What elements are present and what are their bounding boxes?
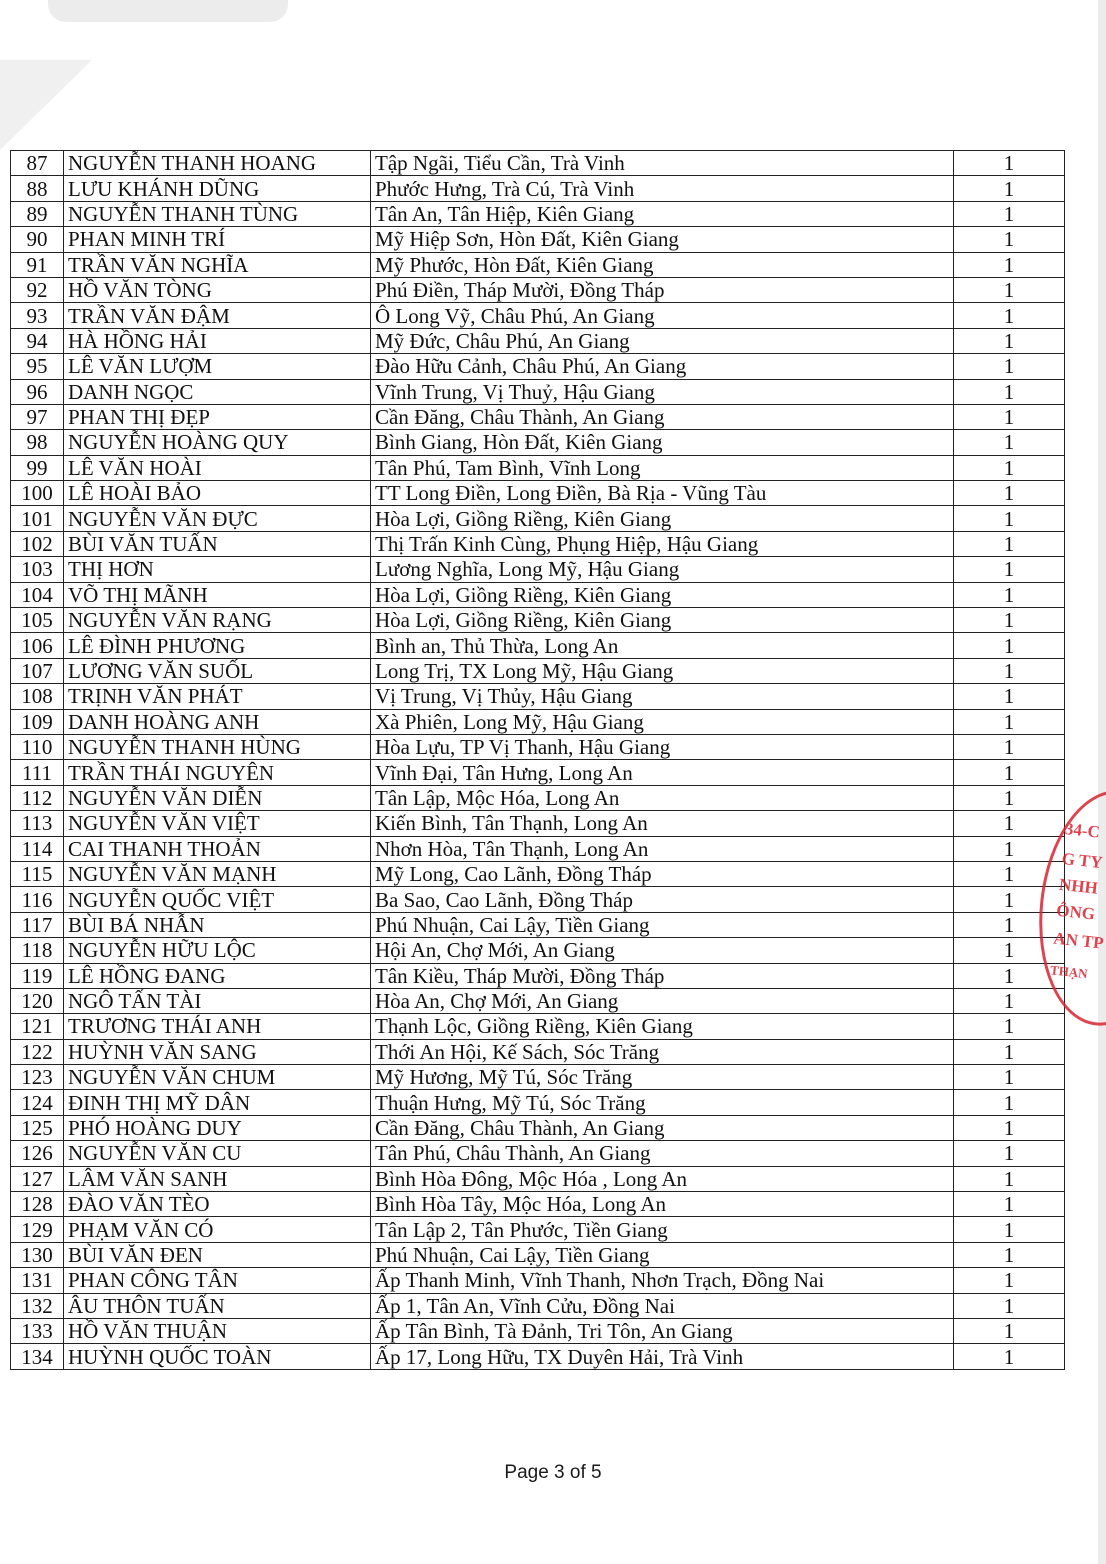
table-row <box>11 1318 1065 1343</box>
row-address: Ấp Tân Bình, Tà Đảnh, Tri Tôn, An Giang <box>371 1318 954 1343</box>
row-number: 117 <box>11 912 64 937</box>
table-row <box>11 328 1065 353</box>
row-name: HÀ HỒNG HẢI <box>64 328 371 353</box>
table-row <box>11 1242 1065 1267</box>
stamp-line: ÔNG <box>1055 900 1097 924</box>
viewer-top-bar <box>48 0 288 22</box>
table-row <box>11 1192 1065 1217</box>
table-row <box>11 151 1065 176</box>
row-address: Phước Hưng, Trà Cú, Trà Vinh <box>371 176 954 201</box>
row-quantity: 1 <box>954 1166 1065 1191</box>
row-number: 93 <box>11 303 64 328</box>
row-name: HỒ VĂN THUẬN <box>64 1318 371 1343</box>
row-quantity: 1 <box>954 1318 1065 1343</box>
row-name: LÊ ĐÌNH PHƯƠNG <box>64 633 371 658</box>
row-address: Mỹ Phước, Hòn Đất, Kiên Giang <box>371 252 954 277</box>
row-name: NGUYỄN HỮU LỘC <box>64 938 371 963</box>
row-quantity: 1 <box>954 1115 1065 1140</box>
table-row <box>11 608 1065 633</box>
row-address: Mỹ Long, Cao Lãnh, Đồng Tháp <box>371 861 954 886</box>
row-number: 122 <box>11 1039 64 1064</box>
row-name: TRẦN VĂN ĐẬM <box>64 303 371 328</box>
row-quantity: 1 <box>954 201 1065 226</box>
row-name: HỒ VĂN TÒNG <box>64 277 371 302</box>
table-row <box>11 760 1065 785</box>
row-address: Kiến Bình, Tân Thạnh, Long An <box>371 811 954 836</box>
table-row <box>11 1039 1065 1064</box>
row-address: Thị Trấn Kinh Cùng, Phụng Hiệp, Hậu Giang <box>371 531 954 556</box>
table-row <box>11 1166 1065 1191</box>
row-quantity: 1 <box>954 506 1065 531</box>
row-address: Hòa Lợi, Giồng Riềng, Kiên Giang <box>371 506 954 531</box>
row-number: 101 <box>11 506 64 531</box>
row-address: Vĩnh Trung, Vị Thuỷ, Hậu Giang <box>371 379 954 404</box>
row-name: LÊ HOÀI BẢO <box>64 481 371 506</box>
row-quantity: 1 <box>954 1293 1065 1318</box>
page-right-edge <box>1098 0 1106 1564</box>
row-name: NGUYỄN VĂN CU <box>64 1141 371 1166</box>
row-name: VÕ THỊ MÃNH <box>64 582 371 607</box>
row-address: Lương Nghĩa, Long Mỹ, Hậu Giang <box>371 557 954 582</box>
row-address: Tân Lập, Mộc Hóa, Long An <box>371 785 954 810</box>
row-number: 102 <box>11 531 64 556</box>
row-address: Long Trị, TX Long Mỹ, Hậu Giang <box>371 658 954 683</box>
row-name: NGUYỄN QUỐC VIỆT <box>64 887 371 912</box>
row-number: 106 <box>11 633 64 658</box>
row-address: Mỹ Hương, Mỹ Tú, Sóc Trăng <box>371 1065 954 1090</box>
row-address: Ấp 17, Long Hữu, TX Duyên Hải, Trà Vinh <box>371 1344 954 1369</box>
row-number: 112 <box>11 785 64 810</box>
row-quantity: 1 <box>954 481 1065 506</box>
row-quantity: 1 <box>954 1065 1065 1090</box>
table-row <box>11 557 1065 582</box>
row-quantity: 1 <box>954 608 1065 633</box>
row-number: 134 <box>11 1344 64 1369</box>
row-address: Tân Phú, Châu Thành, An Giang <box>371 1141 954 1166</box>
row-address: Mỹ Đức, Châu Phú, An Giang <box>371 328 954 353</box>
row-number: 97 <box>11 404 64 429</box>
row-quantity: 1 <box>954 988 1065 1013</box>
roster-table <box>10 150 1065 1370</box>
row-quantity: 1 <box>954 227 1065 252</box>
row-quantity: 1 <box>954 1192 1065 1217</box>
table-row <box>11 1293 1065 1318</box>
stamp-line: AN TP <box>1052 928 1105 953</box>
row-quantity: 1 <box>954 1090 1065 1115</box>
row-number: 131 <box>11 1268 64 1293</box>
row-address: Thạnh Lộc, Giồng Riềng, Kiên Giang <box>371 1014 954 1039</box>
row-address: Phú Điền, Tháp Mười, Đồng Tháp <box>371 277 954 302</box>
row-address: Vị Trung, Vị Thủy, Hậu Giang <box>371 684 954 709</box>
row-quantity: 1 <box>954 354 1065 379</box>
row-number: 91 <box>11 252 64 277</box>
row-address: Hòa Lựu, TP Vị Thanh, Hậu Giang <box>371 734 954 759</box>
table-row <box>11 887 1065 912</box>
row-name: ĐÀO VĂN TÈO <box>64 1192 371 1217</box>
page-footer: Page 3 of 5 <box>504 1462 602 1483</box>
row-name: HUỲNH VĂN SANG <box>64 1039 371 1064</box>
row-address: Xà Phiên, Long Mỹ, Hậu Giang <box>371 709 954 734</box>
row-name: NGUYỄN VĂN MẠNH <box>64 861 371 886</box>
row-address: Tân Kiều, Tháp Mười, Đồng Tháp <box>371 963 954 988</box>
table-row <box>11 938 1065 963</box>
row-number: 111 <box>11 760 64 785</box>
row-quantity: 1 <box>954 912 1065 937</box>
row-quantity: 1 <box>954 1014 1065 1039</box>
page-corner-fold <box>0 60 92 150</box>
row-number: 133 <box>11 1318 64 1343</box>
table-row <box>11 277 1065 302</box>
table-row <box>11 988 1065 1013</box>
row-name: DANH NGỌC <box>64 379 371 404</box>
row-address: Hòa Lợi, Giồng Riềng, Kiên Giang <box>371 608 954 633</box>
roster-table-body <box>11 151 1065 1370</box>
row-address: Mỹ Hiệp Sơn, Hòn Đất, Kiên Giang <box>371 227 954 252</box>
row-number: 98 <box>11 430 64 455</box>
row-address: Phú Nhuận, Cai Lậy, Tiền Giang <box>371 912 954 937</box>
row-address: Cần Đăng, Châu Thành, An Giang <box>371 404 954 429</box>
row-name: PHAN THỊ ĐẸP <box>64 404 371 429</box>
row-number: 132 <box>11 1293 64 1318</box>
row-number: 124 <box>11 1090 64 1115</box>
row-quantity: 1 <box>954 887 1065 912</box>
row-quantity: 1 <box>954 176 1065 201</box>
row-address: Tập Ngãi, Tiểu Cần, Trà Vinh <box>371 151 954 176</box>
table-row <box>11 811 1065 836</box>
row-name: TRỊNH VĂN PHÁT <box>64 684 371 709</box>
table-row <box>11 861 1065 886</box>
row-name: LƯU KHÁNH DŨNG <box>64 176 371 201</box>
table-row <box>11 455 1065 480</box>
row-quantity: 1 <box>954 151 1065 176</box>
row-quantity: 1 <box>954 811 1065 836</box>
row-name: ÂU THÔN TUẤN <box>64 1293 371 1318</box>
row-quantity: 1 <box>954 709 1065 734</box>
row-name: NGUYỄN THANH HOANG <box>64 151 371 176</box>
table-row <box>11 404 1065 429</box>
row-name: NGUYỄN HOÀNG QUY <box>64 430 371 455</box>
row-address: Bình Hòa Tây, Mộc Hóa, Long An <box>371 1192 954 1217</box>
stamp-line: THẠN <box>1049 962 1089 982</box>
table-row <box>11 912 1065 937</box>
row-number: 89 <box>11 201 64 226</box>
table-row <box>11 633 1065 658</box>
table-row <box>11 1217 1065 1242</box>
row-quantity: 1 <box>954 1268 1065 1293</box>
row-name: LÊ VĂN HOÀI <box>64 455 371 480</box>
row-number: 95 <box>11 354 64 379</box>
row-number: 119 <box>11 963 64 988</box>
table-row <box>11 354 1065 379</box>
row-number: 107 <box>11 658 64 683</box>
row-quantity: 1 <box>954 379 1065 404</box>
table-row <box>11 1141 1065 1166</box>
row-quantity: 1 <box>954 684 1065 709</box>
row-quantity: 1 <box>954 861 1065 886</box>
row-address: Hội An, Chợ Mới, An Giang <box>371 938 954 963</box>
table-row <box>11 1090 1065 1115</box>
row-address: Bình an, Thủ Thừa, Long An <box>371 633 954 658</box>
table-row <box>11 1115 1065 1140</box>
table-row <box>11 430 1065 455</box>
row-address: Thới An Hội, Kế Sách, Sóc Trăng <box>371 1039 954 1064</box>
row-number: 88 <box>11 176 64 201</box>
row-quantity: 1 <box>954 1141 1065 1166</box>
row-name: LÊ HỒNG ĐANG <box>64 963 371 988</box>
table-row <box>11 303 1065 328</box>
row-address: Ba Sao, Cao Lãnh, Đồng Tháp <box>371 887 954 912</box>
row-name: LƯƠNG VĂN SUỐL <box>64 658 371 683</box>
row-quantity: 1 <box>954 760 1065 785</box>
row-number: 116 <box>11 887 64 912</box>
row-address: TT Long Điền, Long Điền, Bà Rịa - Vũng Tàu <box>371 481 954 506</box>
row-name: BÙI VĂN ĐEN <box>64 1242 371 1267</box>
row-name: NGUYỄN THANH HÙNG <box>64 734 371 759</box>
row-number: 128 <box>11 1192 64 1217</box>
row-name: ĐINH THỊ MỸ DÂN <box>64 1090 371 1115</box>
row-number: 100 <box>11 481 64 506</box>
row-quantity: 1 <box>954 836 1065 861</box>
table-row <box>11 734 1065 759</box>
row-address: Tân Lập 2, Tân Phước, Tiền Giang <box>371 1217 954 1242</box>
row-address: Bình Giang, Hòn Đất, Kiên Giang <box>371 430 954 455</box>
row-name: TRẦN THÁI NGUYÊN <box>64 760 371 785</box>
table-row <box>11 252 1065 277</box>
table-row <box>11 1344 1065 1369</box>
row-name: HUỲNH QUỐC TOÀN <box>64 1344 371 1369</box>
row-number: 113 <box>11 811 64 836</box>
row-name: NGUYỄN THANH TÙNG <box>64 201 371 226</box>
table-row <box>11 785 1065 810</box>
row-address: Ô Long Vỹ, Châu Phú, An Giang <box>371 303 954 328</box>
row-name: BÙI BÁ NHẪN <box>64 912 371 937</box>
row-name: TRẦN VĂN NGHĨA <box>64 252 371 277</box>
row-name: DANH HOÀNG ANH <box>64 709 371 734</box>
row-number: 110 <box>11 734 64 759</box>
row-number: 99 <box>11 455 64 480</box>
row-address: Ấp Thanh Minh, Vĩnh Thanh, Nhơn Trạch, Đồng Nai <box>371 1268 954 1293</box>
table-row <box>11 176 1065 201</box>
table-row <box>11 963 1065 988</box>
row-name: PHAN MINH TRÍ <box>64 227 371 252</box>
row-quantity: 1 <box>954 531 1065 556</box>
row-quantity: 1 <box>954 252 1065 277</box>
row-name: NGUYỄN VĂN DIỄN <box>64 785 371 810</box>
stamp-line: 34-C <box>1064 819 1101 842</box>
table-row <box>11 709 1065 734</box>
row-name: TRƯƠNG THÁI ANH <box>64 1014 371 1039</box>
row-number: 121 <box>11 1014 64 1039</box>
row-name: PHAN CÔNG TÂN <box>64 1268 371 1293</box>
row-name: PHÓ HOÀNG DUY <box>64 1115 371 1140</box>
row-quantity: 1 <box>954 1039 1065 1064</box>
row-address: Cần Đăng, Châu Thành, An Giang <box>371 1115 954 1140</box>
row-quantity: 1 <box>954 785 1065 810</box>
table-row <box>11 1268 1065 1293</box>
row-number: 87 <box>11 151 64 176</box>
stamp-line: G TY <box>1060 848 1104 873</box>
row-number: 125 <box>11 1115 64 1140</box>
table-row <box>11 201 1065 226</box>
row-address: Tân Phú, Tam Bình, Vĩnh Long <box>371 455 954 480</box>
row-quantity: 1 <box>954 430 1065 455</box>
row-number: 94 <box>11 328 64 353</box>
row-number: 130 <box>11 1242 64 1267</box>
row-quantity: 1 <box>954 938 1065 963</box>
table-row <box>11 1014 1065 1039</box>
row-quantity: 1 <box>954 328 1065 353</box>
table-row <box>11 227 1065 252</box>
row-number: 123 <box>11 1065 64 1090</box>
table-row <box>11 531 1065 556</box>
row-number: 90 <box>11 227 64 252</box>
row-quantity: 1 <box>954 277 1065 302</box>
table-row <box>11 506 1065 531</box>
row-address: Hòa An, Chợ Mới, An Giang <box>371 988 954 1013</box>
row-quantity: 1 <box>954 633 1065 658</box>
row-number: 127 <box>11 1166 64 1191</box>
row-quantity: 1 <box>954 1217 1065 1242</box>
row-quantity: 1 <box>954 658 1065 683</box>
row-number: 104 <box>11 582 64 607</box>
row-name: BÙI VĂN TUẤN <box>64 531 371 556</box>
row-address: Tân An, Tân Hiệp, Kiên Giang <box>371 201 954 226</box>
row-number: 114 <box>11 836 64 861</box>
table-row <box>11 658 1065 683</box>
table-row <box>11 684 1065 709</box>
row-quantity: 1 <box>954 303 1065 328</box>
row-name: NGUYỄN VĂN RẠNG <box>64 608 371 633</box>
row-number: 92 <box>11 277 64 302</box>
row-number: 108 <box>11 684 64 709</box>
row-number: 129 <box>11 1217 64 1242</box>
row-address: Phú Nhuận, Cai Lậy, Tiền Giang <box>371 1242 954 1267</box>
row-number: 109 <box>11 709 64 734</box>
row-name: LÂM VĂN SANH <box>64 1166 371 1191</box>
row-name: NGÔ TẤN TÀI <box>64 988 371 1013</box>
row-number: 126 <box>11 1141 64 1166</box>
row-number: 96 <box>11 379 64 404</box>
row-number: 115 <box>11 861 64 886</box>
row-number: 118 <box>11 938 64 963</box>
table-row <box>11 1065 1065 1090</box>
row-name: NGUYỄN VĂN VIỆT <box>64 811 371 836</box>
table-row <box>11 481 1065 506</box>
row-name: NGUYỄN VĂN ĐỰC <box>64 506 371 531</box>
table-row <box>11 836 1065 861</box>
row-quantity: 1 <box>954 404 1065 429</box>
row-name: THỊ HƠN <box>64 557 371 582</box>
row-number: 120 <box>11 988 64 1013</box>
row-address: Đào Hữu Cảnh, Châu Phú, An Giang <box>371 354 954 379</box>
row-quantity: 1 <box>954 1344 1065 1369</box>
stamp-line: NHH <box>1058 874 1099 898</box>
row-address: Bình Hòa Đông, Mộc Hóa , Long An <box>371 1166 954 1191</box>
row-quantity: 1 <box>954 455 1065 480</box>
row-number: 105 <box>11 608 64 633</box>
row-name: LÊ VĂN LƯỢM <box>64 354 371 379</box>
row-quantity: 1 <box>954 582 1065 607</box>
row-quantity: 1 <box>954 1242 1065 1267</box>
row-address: Thuận Hưng, Mỹ Tú, Sóc Trăng <box>371 1090 954 1115</box>
row-address: Hòa Lợi, Giồng Riềng, Kiên Giang <box>371 582 954 607</box>
row-address: Ấp 1, Tân An, Vĩnh Cửu, Đồng Nai <box>371 1293 954 1318</box>
row-quantity: 1 <box>954 557 1065 582</box>
table-row <box>11 582 1065 607</box>
row-quantity: 1 <box>954 734 1065 759</box>
row-name: PHẠM VĂN CÓ <box>64 1217 371 1242</box>
table-row <box>11 379 1065 404</box>
row-name: NGUYỄN VĂN CHUM <box>64 1065 371 1090</box>
row-address: Vĩnh Đại, Tân Hưng, Long An <box>371 760 954 785</box>
row-address: Nhơn Hòa, Tân Thạnh, Long An <box>371 836 954 861</box>
row-name: CAI THANH THOẢN <box>64 836 371 861</box>
row-number: 103 <box>11 557 64 582</box>
row-quantity: 1 <box>954 963 1065 988</box>
